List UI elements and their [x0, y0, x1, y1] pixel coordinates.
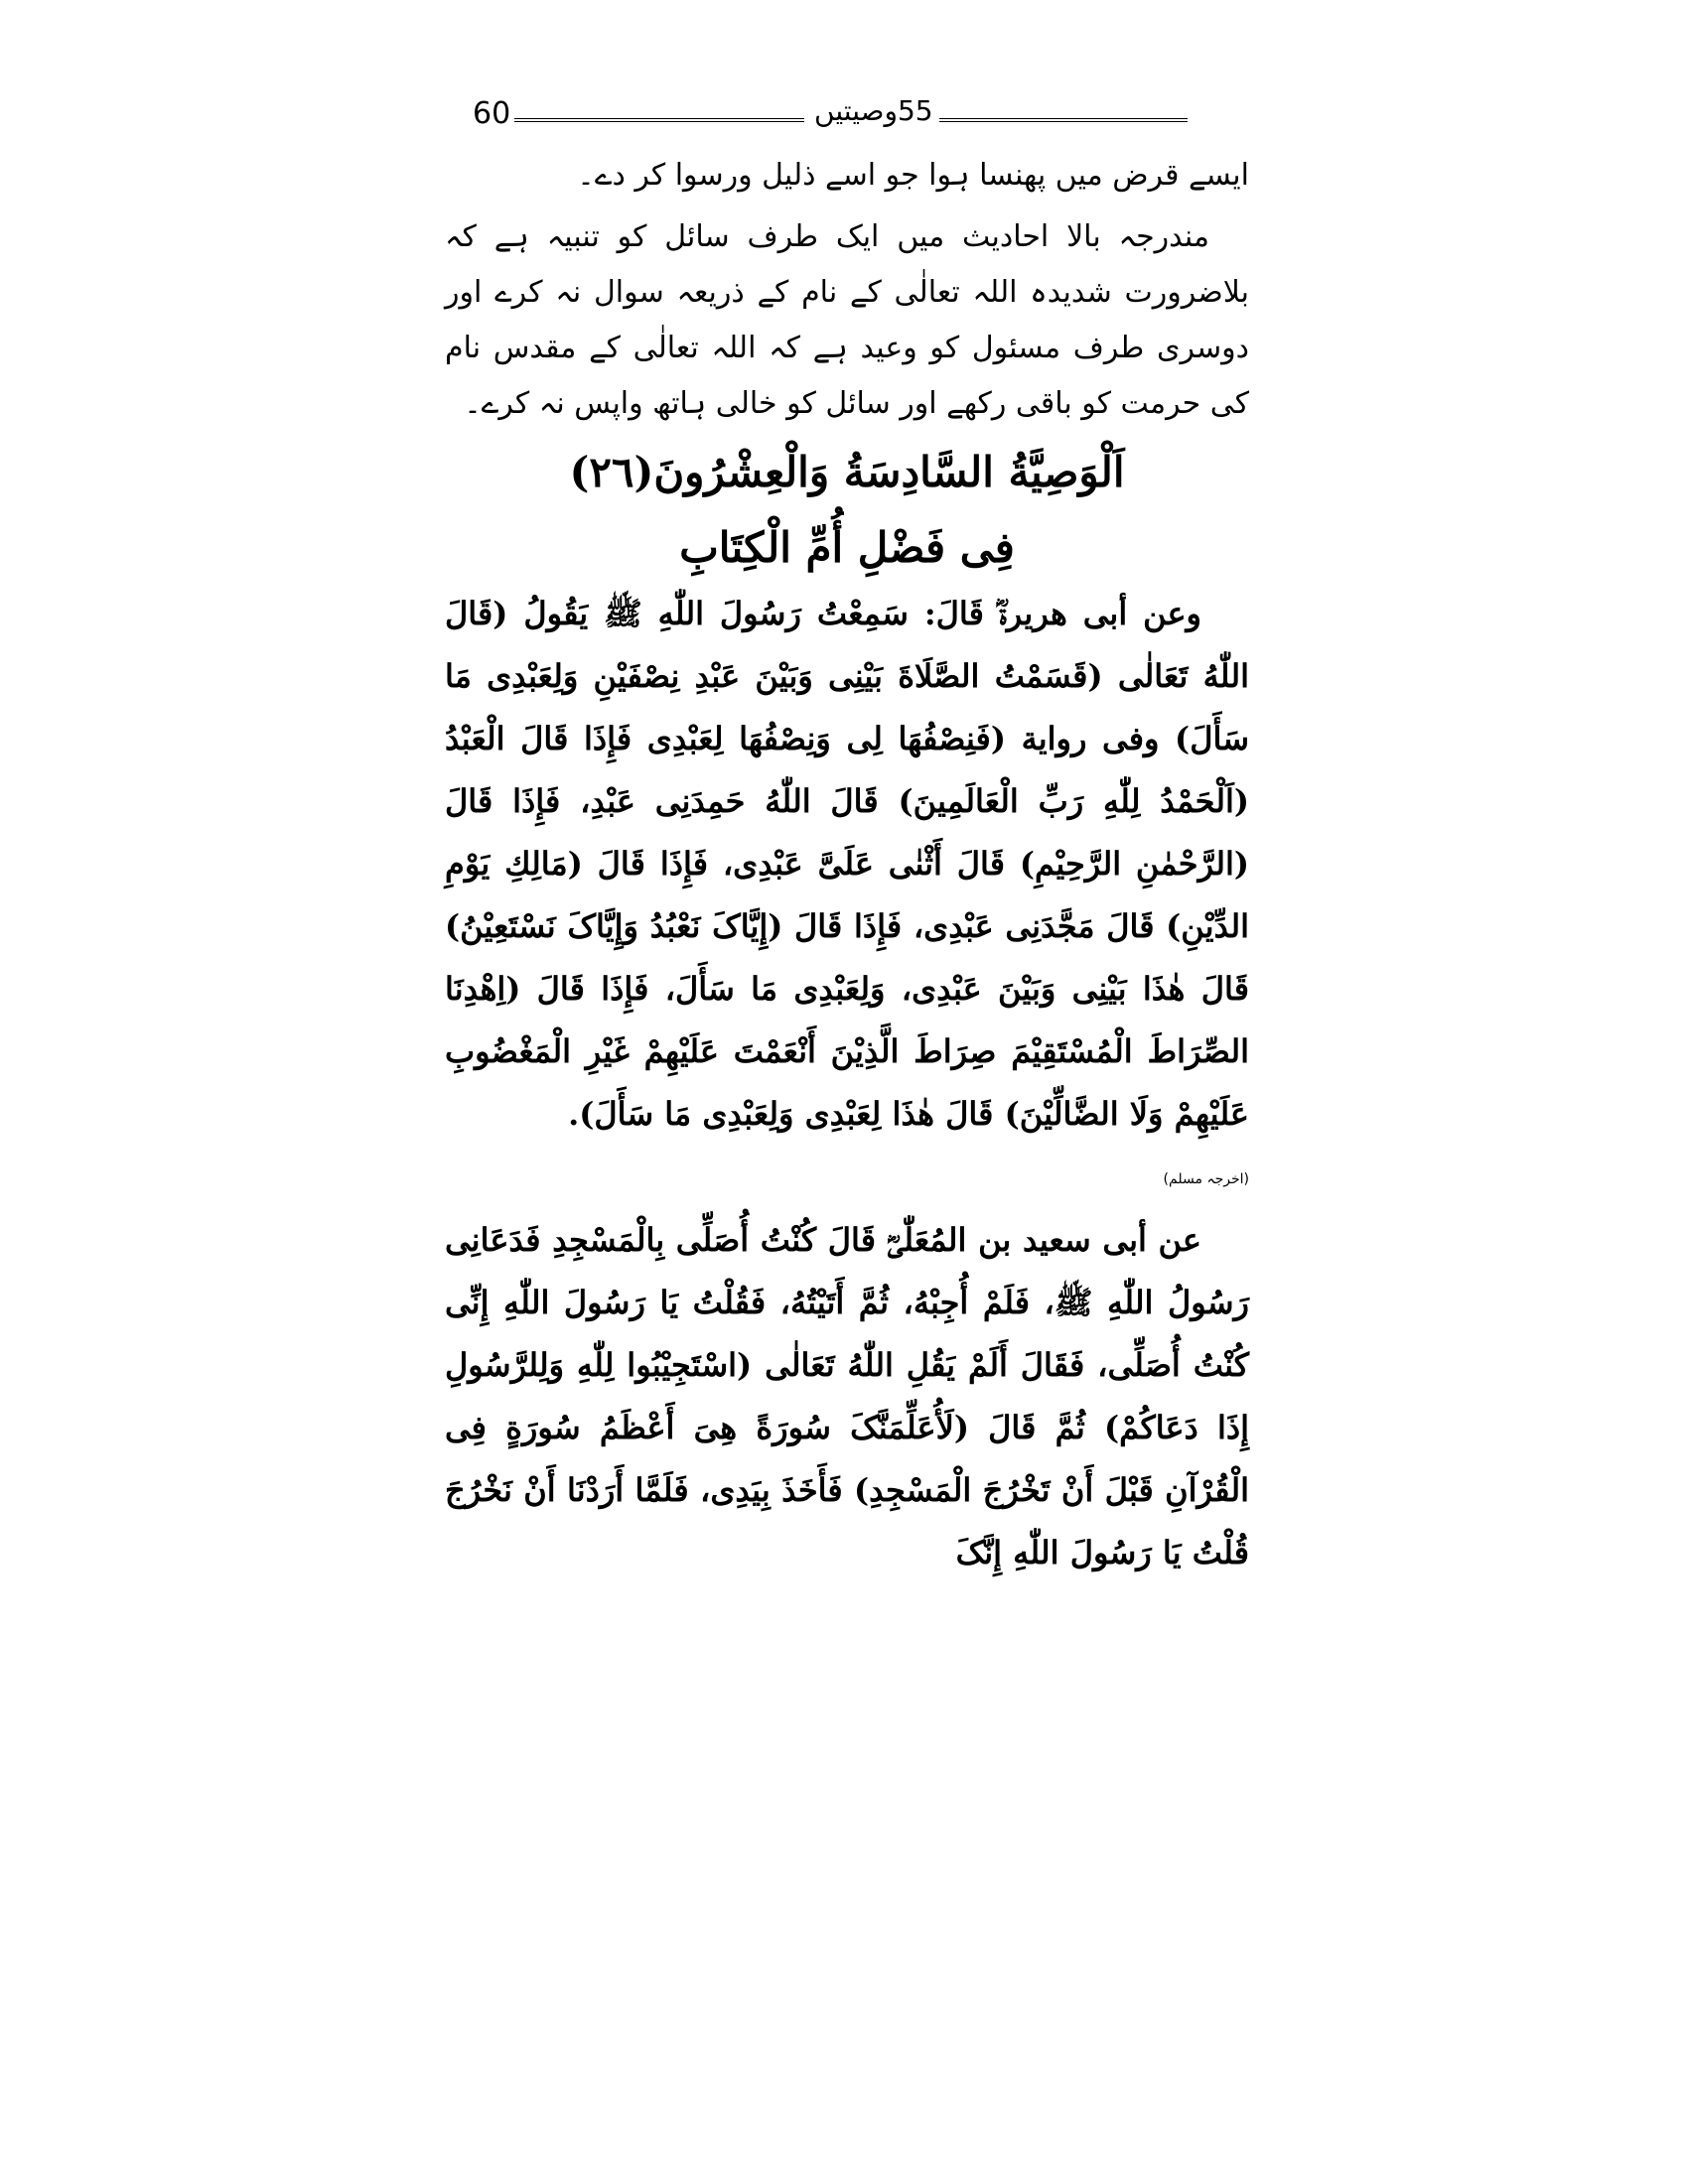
hadith-text-1: وعن أبی هريرةؓ قَالَ: سَمِعْتُ رَسُولَ اللّٰهِ ﷺ يَقُولُ (قَالَ اللّٰهُ تَعَالٰی (قَسَمْتُ الصَّلَاةَ بَيْنِی وَبَيْنَ عَبْدِ نِصْفَيْنِ وَلِعَبْدِی مَا سَأَلَ) وفی رواية (فَنِصْفُهَا لِی وَنِصْفُهَا لِعَبْدِی فَإِذَا قَالَ الْعَبْدُ (اَلْحَمْدُ لِلّٰهِ رَبِّ الْعَالَمِينَ) قَالَ اللّٰهُ حَمِدَنِی عَبْدِ، فَإِذَا قَالَ (الرَّحْمٰنِ الرَّحِيْمِ) قَالَ أَثْنٰی عَلَیَّ عَبْدِی، فَإِذَا قَالَ (مَالِكِ يَوْمِ الدِّيْنِ) قَالَ مَجَّدَنِی عَبْدِی، فَإِذَا قَالَ (إِيَّاکَ نَعْبُدُ وَإِيَّاکَ نَسْتَعِيْنُ) قَالَ هٰذَا بَيْنِی وَبَيْنَ عَبْدِی، وَلِعَبْدِی مَا سَأَلَ، فَإِذَا قَالَ (اِهْدِنَا الصِّرَاطَ الْمُسْتَقِيْمَ صِرَاطَ الَّذِيْنَ أَنْعَمْتَ عَلَيْهِمْ غَيْرِ الْمَغْضُوبِ عَلَيْهِمْ وَلَا الضَّالِّيْنَ) قَالَ هٰذَا لِعَبْدِی وَلِعَبْدِی مَا سَأَلَ). [445, 595, 1250, 1133]
page-number: 60 [473, 96, 511, 131]
book-page [445, 94, 1250, 1571]
running-header [445, 94, 1249, 140]
section-subheading: فِی فَضْلِ أُمِّ الْکِتَابِ [679, 523, 1015, 572]
hadith-text-2: عن أبی سعيد بن المُعَلّٰیؓ قَالَ كُنْتُ أُصَلِّی بِالْمَسْجِدِ فَدَعَانِی رَسُولُ اللّٰهِ ﷺ، فَلَمْ أُجِبْهُ، ثُمَّ أَتَيْتُهُ، فَقُلْتُ يَا رَسُولَ اللّٰهِ إِنِّی كُنْتُ أُصَلِّی، فَقَالَ أَلَمْ يَقُلِ اللّٰهُ تَعَالٰی (اسْتَجِيْبُوا لِلّٰهِ وَلِلرَّسُولِ إِذَا دَعَاكُمْ) ثُمَّ قَالَ (لَأُعَلِّمَنَّکَ سُورَةً هِیَ أَعْظَمُ سُورَةٍ فِی الْقُرْآنِ قَبْلَ أَنْ تَخْرُجَ الْمَسْجِدِ) فَأَخَذَ بِيَدِی، فَلَمَّا أَرَدْنَا أَنْ نَخْرُجَ قُلْتُ يَا رَسُولَ اللّٰهِ إِنَّکَ [445, 1221, 1250, 1571]
urdu-paragraph-1: ایسے قرض میں پھنسا ہوا جو اسے ذلیل ورسوا کر دے۔ [577, 158, 1249, 193]
header-rule-left [514, 118, 804, 122]
section-heading: اَلْوَصِيَّةُ السَّادِسَةُ وَالْعِشْرُونَ(٢٦) [569, 448, 1125, 496]
urdu-paragraph-2: مندرجہ بالا احادیث میں ایک طرف سائل کو تنبیہ ہے کہ بلاضرورت شدیدہ اللہ تعالٰی کے نام کے ذریعہ سوال نہ کرے اور دوسری طرف مسئول کو وعید ہے کہ اللہ تعالٰی کے مقدس نام کی حرمت کو باقی رکھے اور سائل کو خالی ہاتھ واپس نہ کرے۔ [445, 219, 1249, 421]
header-rule-right [939, 118, 1188, 122]
running-title: 55وصیتیں [814, 94, 933, 127]
hadith-source-note: (اخرجہ مسلم) [1163, 1171, 1249, 1187]
